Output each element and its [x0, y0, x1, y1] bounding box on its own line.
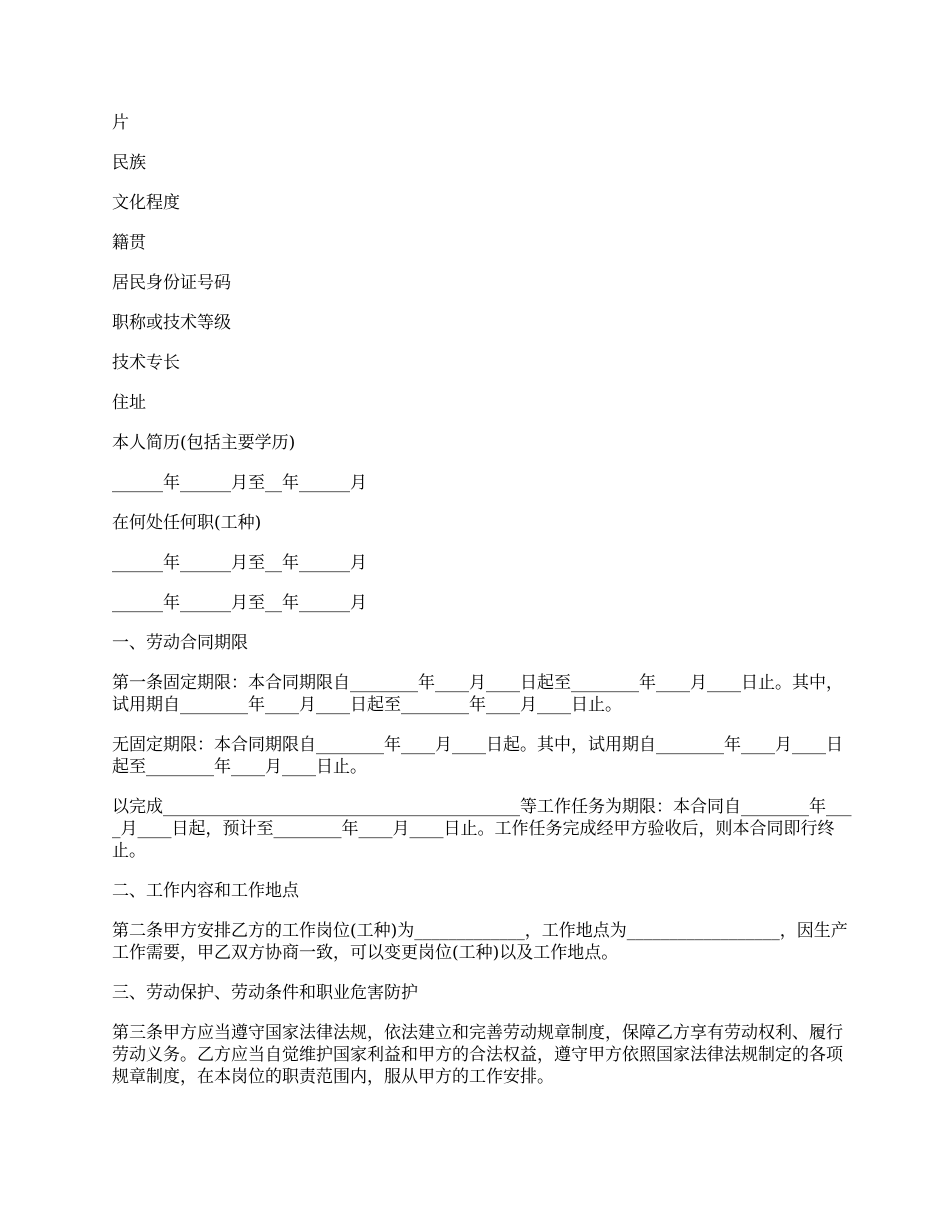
clause-work-position: 第二条甲方安排乙方的工作岗位(工种)为_____________，工作地点为__________________，因生产工作需要，甲乙双方协商一致，可以变更岗位(工种)以及工作地点。 — [112, 921, 848, 963]
photo-label: 片 — [112, 113, 129, 133]
section-heading-contract-term: 一、劳动合同期限 — [112, 633, 248, 653]
position-held-label: 在何处任何职(工种) — [112, 513, 262, 533]
date-range-line: ______年______月至__年______月 — [112, 553, 367, 573]
ethnicity-label: 民族 — [112, 153, 146, 173]
title-grade-label: 职称或技术等级 — [112, 313, 231, 333]
clause-task-based-term: 以完成__________________________________________等工作任务为期限：本合同自________年____月____日起，预计至________年____月____日止。工作任务完成经甲方验收后，则本合同即行终止。 — [112, 797, 852, 861]
section-heading-labor-protection: 三、劳动保护、劳动条件和职业危害防护 — [112, 983, 418, 1003]
clause-labor-rules: 第三条甲方应当遵守国家法律法规，依法建立和完善劳动规章制度，保障乙方享有劳动权利、履行劳动义务。乙方应当自觉维护国家利益和甲方的合法权益，遵守甲方依照国家法律法规制定的各项规章制度，在本岗位的职责范围内，服从甲方的工作安排。 — [112, 1023, 843, 1087]
native-place-label: 籍贯 — [112, 233, 146, 253]
education-level-label: 文化程度 — [112, 193, 180, 213]
document-page — [112, 112, 857, 1106]
section-heading-work-content: 二、工作内容和工作地点 — [112, 881, 299, 901]
date-range-line: ______年______月至__年______月 — [112, 473, 367, 493]
id-number-label: 居民身份证号码 — [112, 273, 231, 293]
date-range-line: ______年______月至__年______月 — [112, 593, 367, 613]
skill-specialty-label: 技术专长 — [112, 353, 180, 373]
clause-fixed-term: 第一条固定期限：本合同期限自________年____月____日起至________年____月____日止。其中，试用期自________年____月____日起至________年____月____日止。 — [112, 673, 843, 715]
clause-open-ended-term: 无固定期限：本合同期限自________年____月____日起。其中，试用期自________年____月____日起至________年____月____日止。 — [112, 735, 843, 777]
resume-label: 本人简历(包括主要学历) — [112, 433, 296, 453]
address-label: 住址 — [112, 393, 146, 413]
